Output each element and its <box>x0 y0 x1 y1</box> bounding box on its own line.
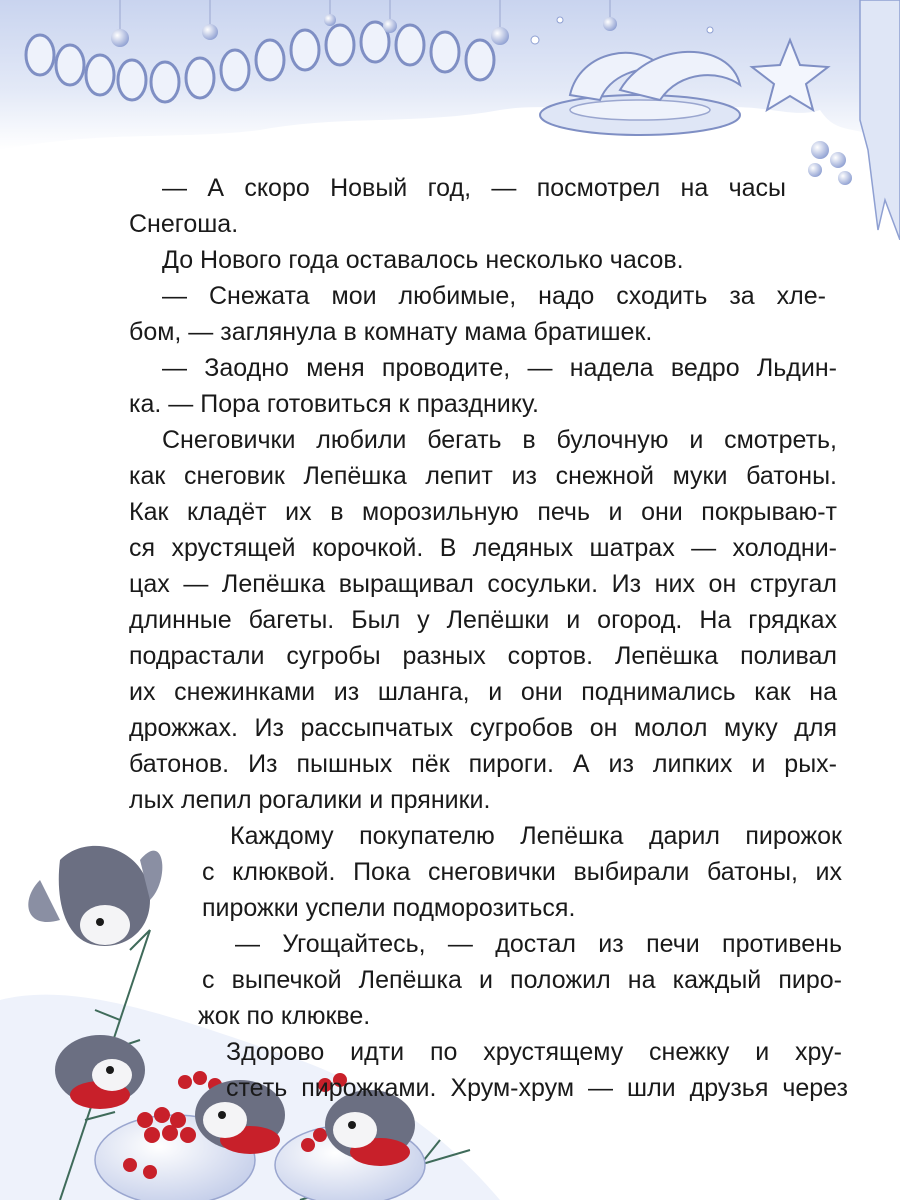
text-line: батонов. Из пышных пёк пироги. А из липких и рых- <box>129 750 837 778</box>
text-line: ся хрустящей корочкой. В ледяных шатрах — холодни- <box>129 534 837 562</box>
text-line: их снежинками из шланга, и они поднимались как на <box>129 678 837 706</box>
text-line: — А скоро Новый год, — посмотрел на часы <box>162 174 786 202</box>
text-line: Как кладёт их в морозильную печь и они покрываю-т <box>129 498 837 526</box>
text-line: Здорово идти по хрустящему снежку и хру- <box>226 1038 842 1066</box>
text-line: с клюквой. Пока снеговички выбирали батоны, их <box>202 858 842 886</box>
text-line: Каждому покупателю Лепёшка дарил пирожок <box>230 822 842 850</box>
text-line: цах — Лепёшка выращивал сосульки. Из них он стругал <box>129 570 837 598</box>
text-line: — Снежата мои любимые, надо сходить за хле- <box>162 282 826 310</box>
text-line: пирожки успели подморозиться. <box>202 894 576 922</box>
text-line: ка. — Пора готовиться к празднику. <box>129 390 539 418</box>
text-line: бом, — заглянула в комнату мама братишек. <box>129 318 653 346</box>
text-line: стеть пирожками. Хрум-хрум — шли друзья через <box>226 1074 848 1102</box>
text-line: дрожжах. Из рассыпчатых сугробов он молол муку для <box>129 714 837 742</box>
text-line: длинные багеты. Был у Лепёшки и огород. На грядках <box>129 606 837 634</box>
text-line: лых лепил рогалики и пряники. <box>129 786 491 814</box>
text-line: с выпечкой Лепёшка и положил на каждый пиро- <box>202 966 842 994</box>
text-line: — Заодно меня проводите, — надела ведро Льдин- <box>162 354 837 382</box>
text-line: До Нового года оставалось несколько часов. <box>162 246 684 274</box>
text-line: Снеговички любили бегать в булочную и смотреть, <box>162 426 837 454</box>
text-line: Снегоша. <box>129 210 239 238</box>
text-line: — Угощайтесь, — достал из печи противень <box>235 930 842 958</box>
text-line: подрастали сугробы разных сортов. Лепёшка поливал <box>129 642 837 670</box>
text-line: жок по клюкве. <box>198 1002 371 1030</box>
text-line: как снеговик Лепёшка лепит из снежной муки батоны. <box>129 462 837 490</box>
